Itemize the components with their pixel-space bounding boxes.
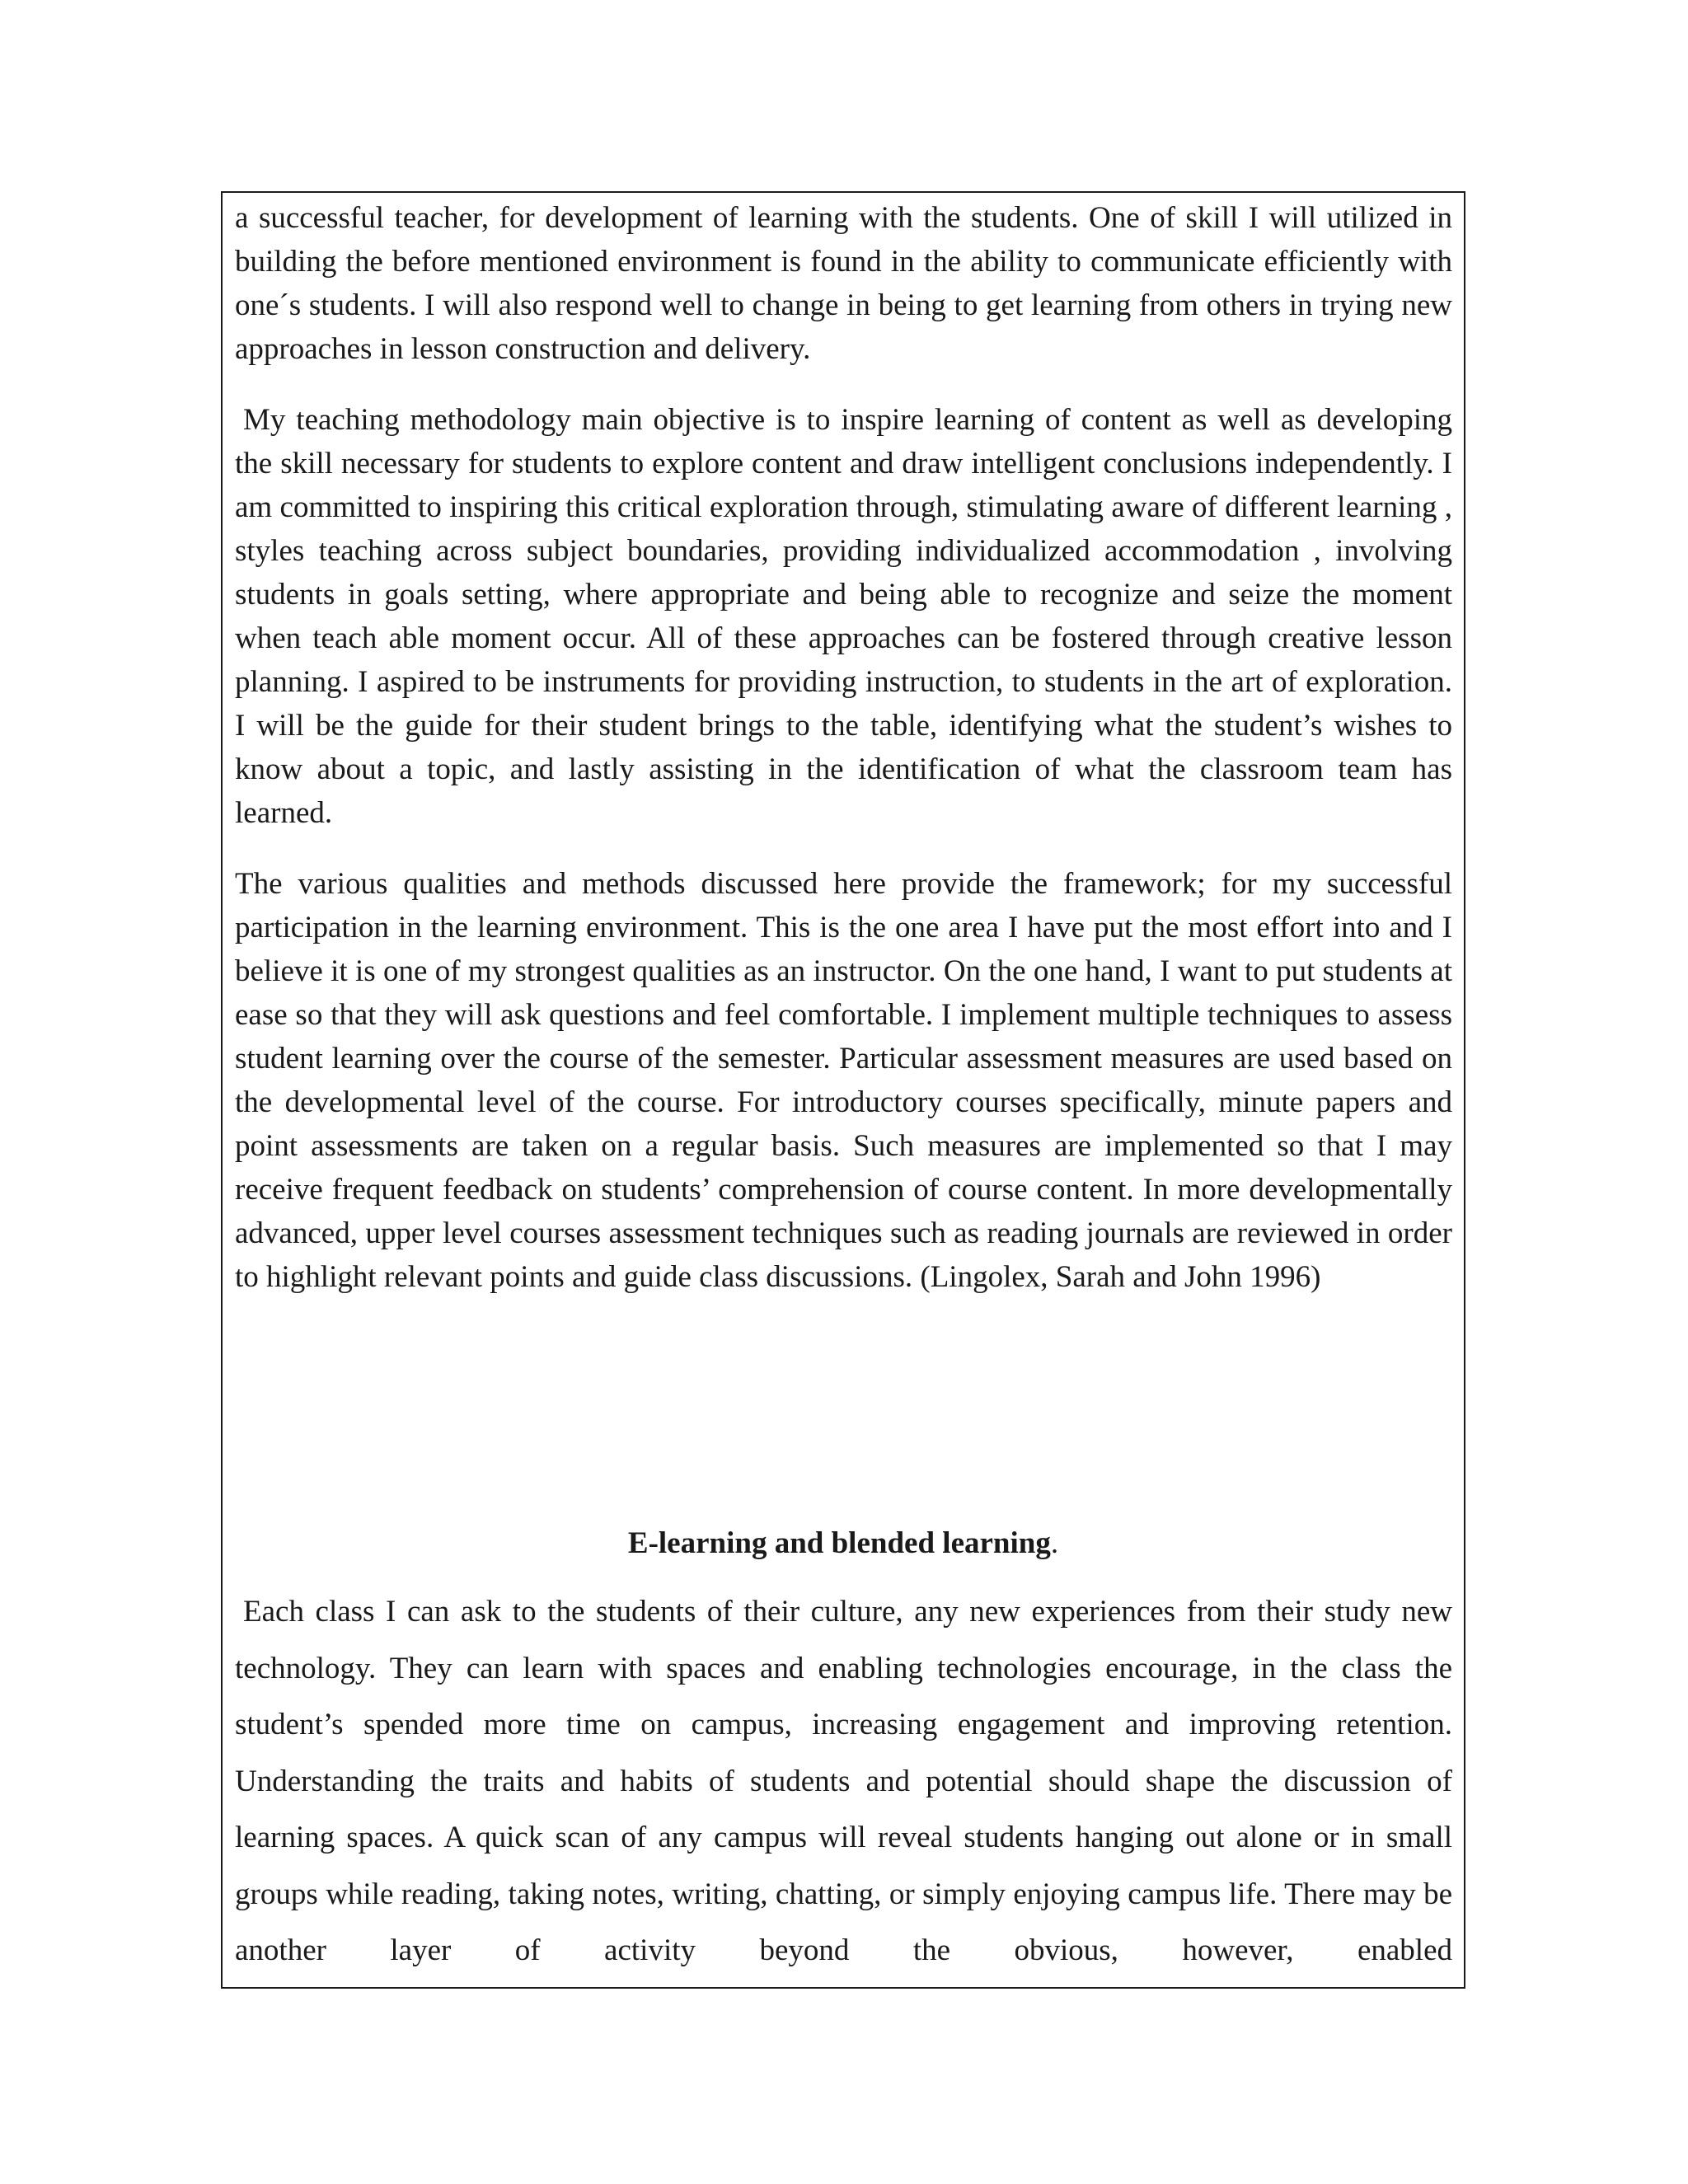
paragraph-elearning: Each class I can ask to the students of their culture, any new experiences from their study new technology. They can learn with spaces and enabling technologies encourage, in the class the student’s spended more time on campus, increasing engagement and improving retention. Understanding the traits and habits of students and potential should shape the discussion of learning spaces. A quick scan of any campus will reveal students hanging out alone or in small groups while reading, taking notes, writing, chatting, or simply enjoying campus life. There may be another layer of activity beyond the obvious, however, enabled (235, 1595, 1452, 1967)
section-heading-punct: . (1050, 1526, 1059, 1560)
paragraph-qualities-methods: The various qualities and methods discussed here provide the framework; for my successful participation in the learning environment. This is the one area I have put the most effort into and I believe it is one of my strongest qualities as an instructor. On the one hand, I want to put students at ease so that they will ask questions and feel comfortable. I implement multiple techniques to assess student learning over the course of the semester. Particular assessment measures are used based on the developmental level of the course. For introductory courses specifically, minute papers and point assessments are taken on a regular basis. Such measures are implemented so that I may receive frequent feedback on students’ comprehension of course content. In more developmentally advanced, upper level courses assessment techniques such as reading journals are reviewed in order to highlight relevant points and guide class discussions. (Lingolex, Sarah and John 1996) (235, 867, 1452, 1294)
paragraph-teaching-methodology: My teaching methodology main objective is to inspire learning of content as well as developing the skill necessary for students to explore content and draw intelligent conclusions independently. I am committed to inspiring this critical exploration through, stimulating aware of different learning , styles teaching across subject boundaries, providing individualized accommodation , involving students in goals setting, where appropriate and being able to recognize and seize the moment when teach able moment occur. All of these approaches can be fostered through creative lesson planning. I aspired to be instruments for providing instruction, to students in the art of exploration. I will be the guide for their student brings to the table, identifying what the student’s wishes to know about a topic, and lastly assisting in the identification of what the classroom team has learned. (235, 403, 1452, 830)
page-text-frame (221, 191, 1465, 1989)
section-heading-text: E-learning and blended learning (627, 1526, 1051, 1560)
section-heading (223, 1521, 1464, 1565)
paragraph-teacher-skills: a successful teacher, for development of learning with the students. One of skill I will utilized in building the before mentioned environment is found in the ability to communicate efficiently with one´s students. I will also respond well to change in being to get learning from others in trying new approaches in lesson construction and delivery. (235, 201, 1452, 366)
